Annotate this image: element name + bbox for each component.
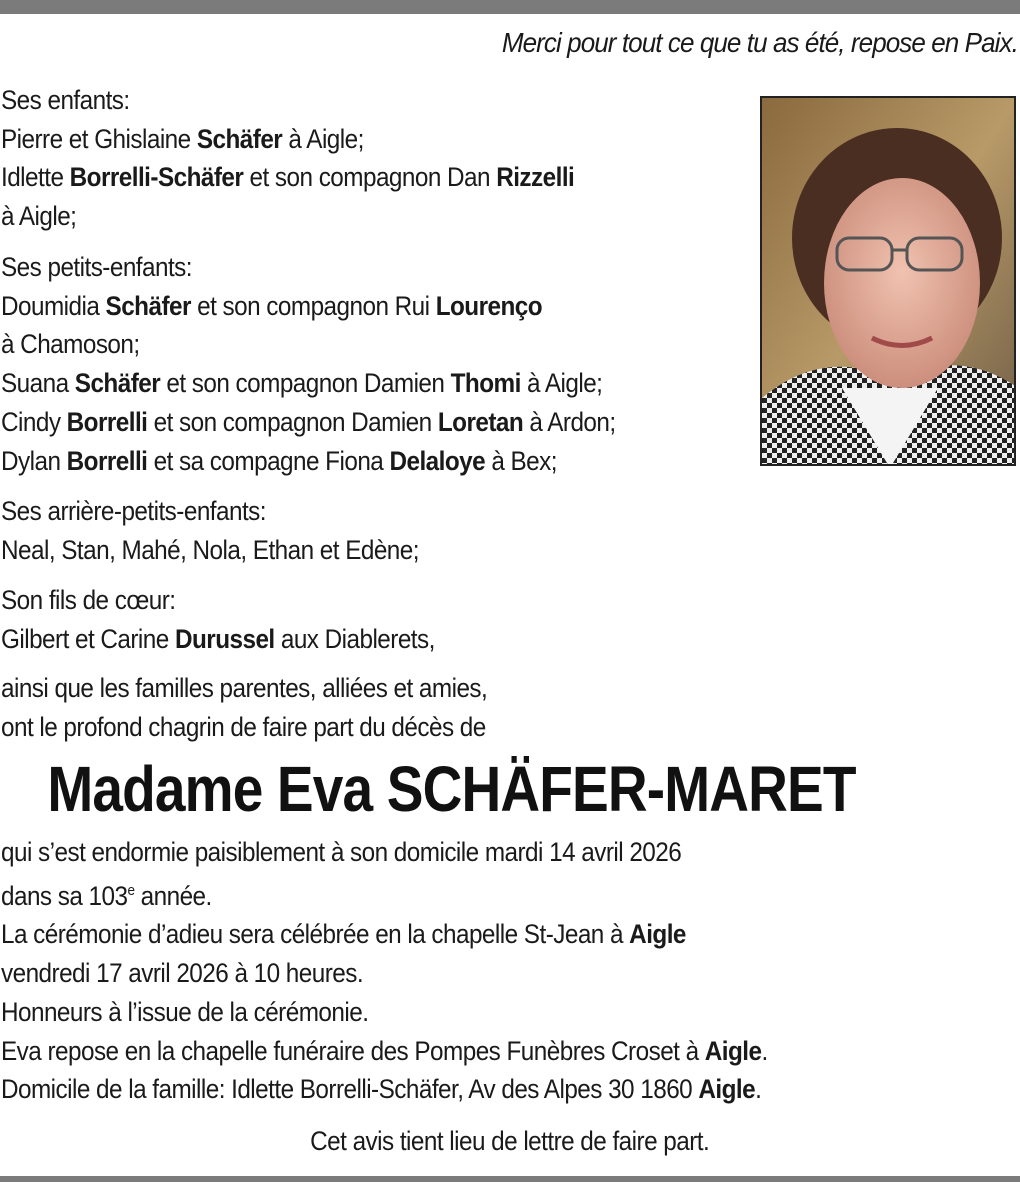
text-segment: ainsi que les familles parentes, alliées et amies,: [1, 673, 488, 703]
bold-name: Loretan: [437, 406, 524, 437]
bold-name: Delaloye: [389, 445, 486, 476]
text-line: [1, 872, 768, 916]
text-segment: Eva repose en la chapelle funéraire des Pompes Funèbres Croset à: [1, 1035, 705, 1066]
text-line: [1, 669, 487, 708]
details-block: [1, 833, 768, 1109]
bold-name: Schäfer: [105, 290, 191, 321]
bold-name: Borrelli: [66, 406, 148, 437]
text-line: [1, 993, 768, 1032]
text-segment: .: [755, 1074, 762, 1105]
text-segment: qui s’est endormie paisiblement à son domicile mardi 14 avril 2026: [1, 837, 682, 867]
footer-note: [0, 1126, 1020, 1157]
motto: Merci pour tout ce que tu as été, repose en Paix.: [501, 27, 1018, 58]
family-group: [1, 492, 419, 569]
text-line: [1, 364, 616, 403]
text-segment: ont le profond chagrin de faire part du décès de: [1, 711, 486, 742]
bold-name: Borrelli: [66, 445, 148, 476]
text-segment: année.: [134, 880, 212, 911]
family-group: [1, 581, 435, 658]
text-line: [1, 915, 768, 954]
bold-name: Schäfer: [74, 368, 161, 399]
family-group: [1, 669, 487, 746]
bold-name: Aigle: [704, 1035, 762, 1066]
text-segment: Gilbert et Carine: [1, 623, 175, 654]
bold-name: Thomi: [450, 368, 521, 399]
text-segment: Idlette: [1, 162, 70, 193]
text-line: [1, 442, 616, 481]
text-line: [1, 158, 574, 197]
text-segment: aux Diablerets,: [274, 623, 435, 654]
text-segment: à Aigle;: [1, 201, 77, 232]
text-line: [1, 403, 616, 442]
top-border: [0, 0, 1020, 14]
bold-name: Schäfer: [196, 123, 283, 154]
text-segment: Ses enfants:: [1, 85, 130, 115]
text-line: [1, 325, 616, 364]
text-segment: à Ardon;: [523, 406, 616, 437]
text-line: [1, 492, 419, 531]
text-segment: et son compagnon Damien: [147, 406, 438, 437]
text-segment: Honneurs à l’issue de la cérémonie.: [1, 996, 369, 1027]
text-segment: vendredi 17 avril 2026 à 10 heures.: [1, 958, 364, 989]
text-line: [1, 833, 768, 872]
text-line: [1, 620, 435, 659]
text-segment: .: [761, 1035, 768, 1066]
text-segment: Neal, Stan, Mahé, Nola, Ethan et Edène;: [1, 534, 419, 565]
deceased-name: Madame Eva SCHÄFER-MARET: [47, 753, 856, 825]
text-segment: Ses arrière-petits-enfants:: [1, 496, 266, 526]
footer-text: Cet avis tient lieu de lettre de faire part.: [310, 1126, 710, 1156]
text-segment: et sa compagne Fiona: [147, 445, 390, 476]
text-segment: Dylan: [1, 445, 67, 476]
text-line: [1, 81, 574, 120]
text-segment: Ses petits-enfants:: [1, 252, 193, 282]
bold-name: Borrelli-Schäfer: [69, 162, 244, 193]
text-segment: dans sa 103: [1, 880, 128, 911]
text-segment: e: [127, 881, 135, 899]
family-group: [1, 248, 616, 480]
text-line: [1, 287, 616, 326]
text-segment: à Aigle;: [282, 123, 364, 154]
text-line: [1, 531, 419, 570]
text-segment: Domicile de la famille: Idlette Borrelli-Schäfer, Av des Alpes 30 1860: [1, 1074, 699, 1105]
text-line: [1, 248, 616, 287]
text-segment: à Aigle;: [520, 368, 603, 399]
text-line: [1, 1070, 768, 1109]
text-line: [1, 1032, 768, 1071]
text-line: [1, 708, 487, 747]
bold-name: Aigle: [698, 1074, 756, 1105]
text-segment: Cindy: [1, 406, 67, 437]
text-segment: Son fils de cœur:: [1, 585, 176, 615]
text-segment: et son compagnon Damien: [160, 368, 451, 399]
text-segment: Pierre et Ghislaine: [1, 123, 197, 154]
text-segment: Doumidia: [1, 290, 106, 321]
text-line: [1, 954, 768, 993]
text-segment: La cérémonie d’adieu sera célébrée en la chapelle St-Jean à: [1, 919, 630, 950]
bold-name: Lourenço: [435, 290, 543, 321]
text-line: [1, 120, 574, 159]
bottom-border: [0, 1176, 1020, 1182]
bold-name: Rizzelli: [496, 162, 575, 193]
portrait-photo: [760, 96, 1016, 466]
bold-name: Aigle: [629, 919, 686, 950]
text-segment: à Chamoson;: [1, 329, 140, 360]
text-segment: et son compagnon Dan: [243, 162, 497, 193]
text-segment: à Bex;: [485, 445, 557, 476]
bold-name: Durussel: [174, 623, 275, 654]
text-segment: Suana: [1, 368, 75, 399]
text-line: [1, 197, 574, 236]
text-segment: et son compagnon Rui: [190, 290, 436, 321]
text-line: [1, 581, 435, 620]
family-group: [1, 81, 574, 236]
